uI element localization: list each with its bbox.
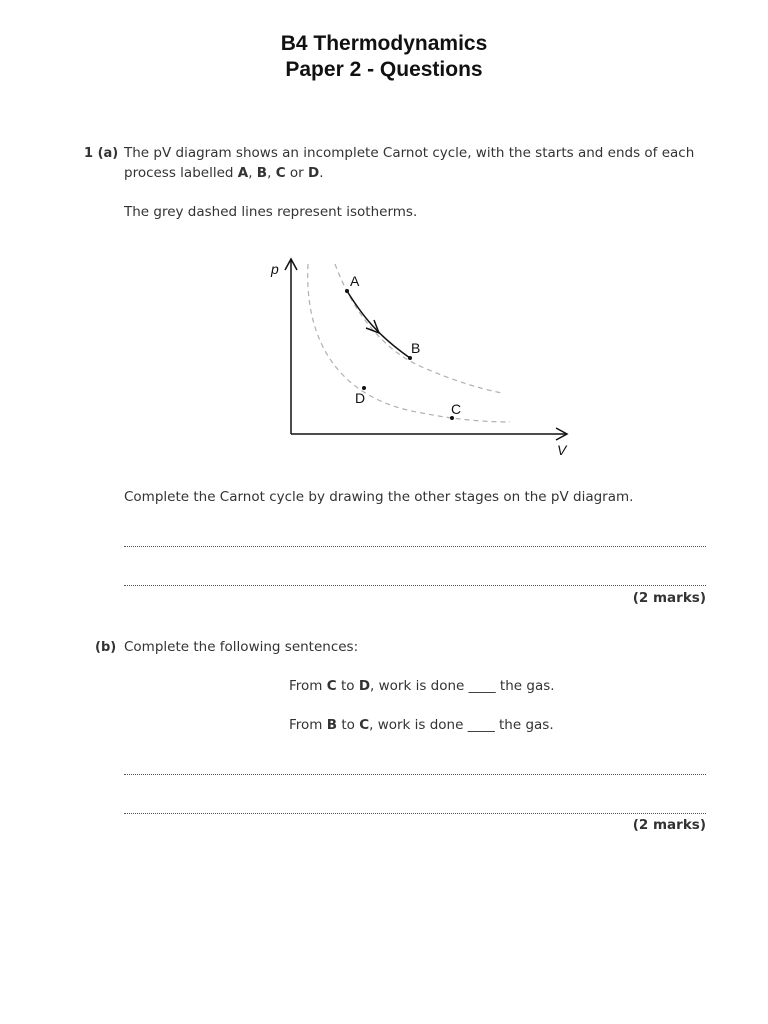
- answer-line[interactable]: [124, 774, 706, 775]
- isotherm-note: The grey dashed lines represent isotherms.: [124, 204, 418, 220]
- point-b: [408, 356, 412, 360]
- label-point-c: C: [451, 401, 462, 417]
- to-text: to: [337, 717, 360, 733]
- label-point-b: B: [411, 340, 421, 356]
- label-c: C: [326, 678, 337, 694]
- marks-1b: (2 marks): [632, 817, 706, 833]
- label-point-d: D: [355, 390, 366, 406]
- label-a: A: [237, 164, 249, 181]
- end-dot: .: [319, 164, 324, 181]
- answer-line[interactable]: [124, 585, 706, 586]
- label-d: D: [358, 678, 371, 694]
- label-b: B: [326, 717, 338, 733]
- axis-x-label: V: [557, 442, 567, 458]
- process-a-to-b: [347, 291, 410, 358]
- point-a: [345, 289, 349, 293]
- label-b: B: [256, 164, 268, 181]
- answer-line[interactable]: [124, 813, 706, 814]
- label-point-a: A: [350, 273, 360, 289]
- pv-diagram: [262, 250, 582, 465]
- to-text: to: [336, 678, 359, 694]
- page-title-line1: B4 Thermodynamics: [280, 32, 488, 55]
- from-text: From: [289, 717, 327, 733]
- separator: ,: [267, 164, 276, 181]
- sentence-c-to-d: [289, 677, 555, 696]
- sentence-rest: , work is done ____ the gas.: [370, 678, 555, 694]
- from-text: From: [289, 678, 327, 694]
- answer-line[interactable]: [124, 546, 706, 547]
- or-text: or: [285, 164, 309, 181]
- axis-y-label: p: [271, 261, 279, 277]
- intro-text: The pV diagram shows an incomplete Carnot cycle, with the starts and ends of each process labelled: [124, 145, 695, 181]
- sentence-rest: , work is done ____ the gas.: [369, 717, 554, 733]
- question-1b-instruction: Complete the following sentences:: [124, 639, 359, 655]
- label-c: C: [359, 717, 370, 733]
- label-d: D: [308, 164, 320, 181]
- question-number-1b: (b): [95, 640, 117, 655]
- marks-1a: (2 marks): [632, 590, 706, 606]
- question-1a-intro: [124, 144, 704, 183]
- question-1a-instruction: Complete the Carnot cycle by drawing the other stages on the pV diagram.: [124, 489, 634, 505]
- isotherm-inner: [308, 264, 510, 422]
- sentence-b-to-c: [289, 716, 554, 735]
- question-number-1a: 1 (a): [84, 146, 119, 161]
- label-c: C: [275, 164, 286, 181]
- isotherm-outer: [335, 264, 502, 393]
- page-title-line2: Paper 2 - Questions: [285, 58, 483, 81]
- separator: ,: [248, 164, 257, 181]
